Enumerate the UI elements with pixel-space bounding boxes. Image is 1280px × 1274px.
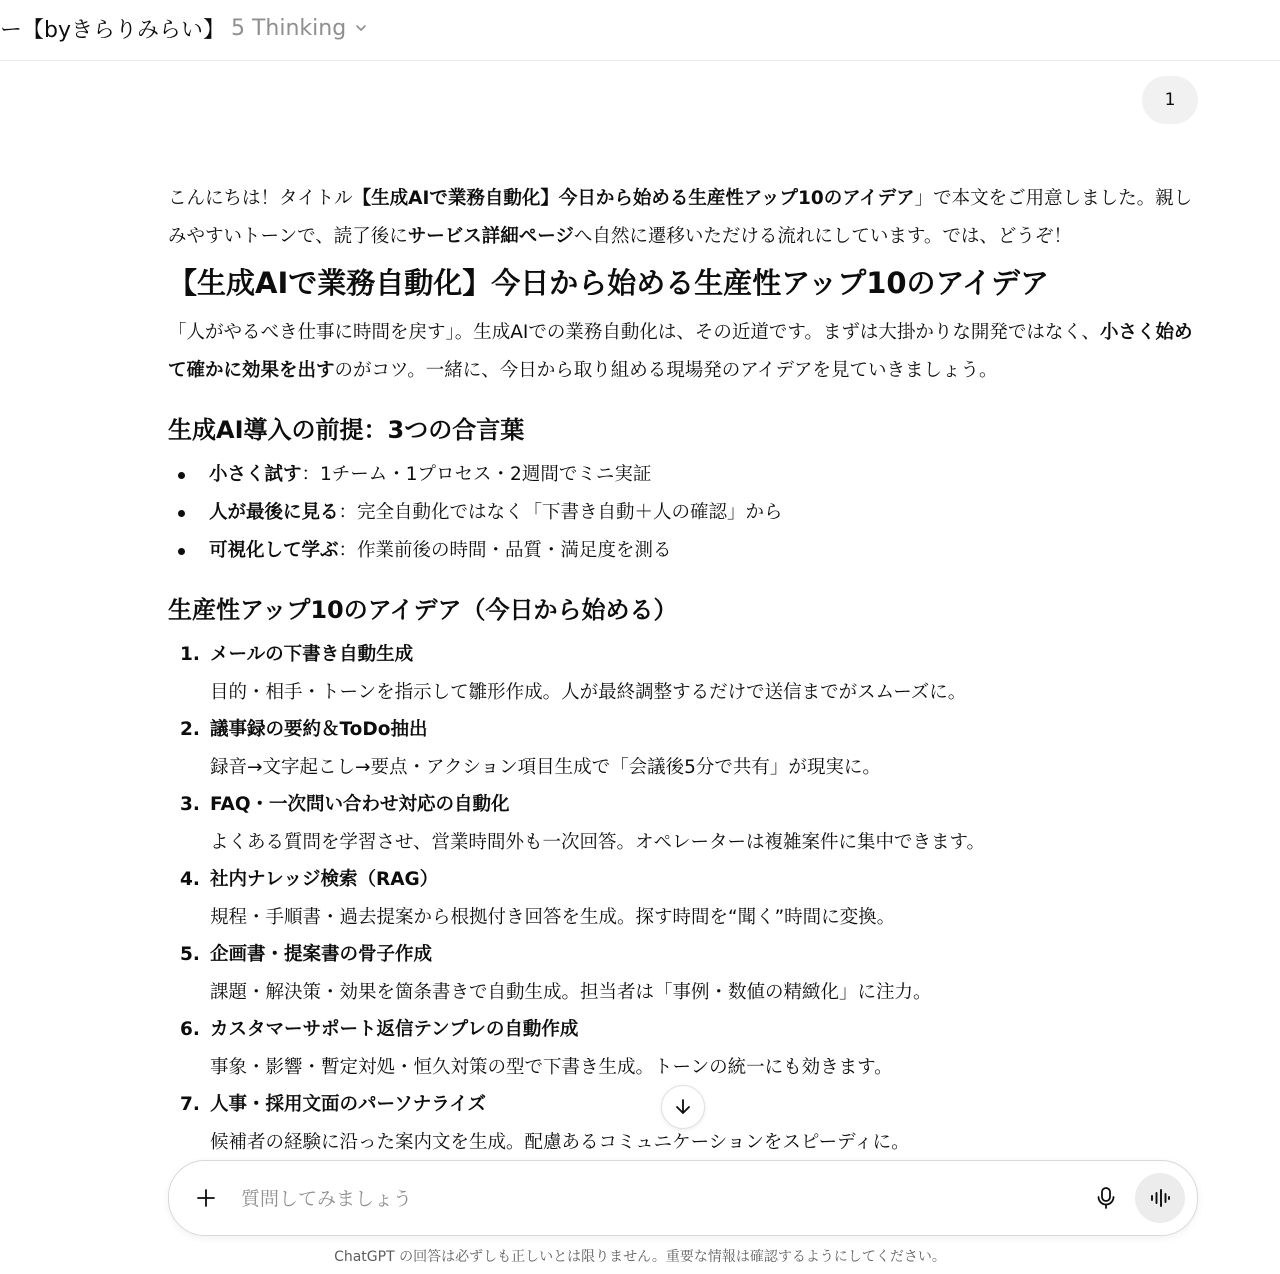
intro-paragraph <box>168 180 1198 256</box>
microphone-icon <box>1095 1186 1117 1210</box>
intro-text-1: こんにちは！タイトル <box>168 188 353 209</box>
top-bar <box>0 0 1280 61</box>
lead-text-1: 「人がやるべき仕事に時間を戻す」。生成AIでの業務自動化は、その近道です。まずは大掛かりな開発ではなく、 <box>168 322 1101 343</box>
intro-bold-2: サービス詳細ページ <box>407 226 574 247</box>
list-item <box>168 936 1198 1011</box>
prompt-input[interactable] <box>239 1181 1063 1217</box>
assistant-message <box>168 180 1198 1161</box>
item-title: 社内ナレッジ検索（RAG） <box>210 869 439 890</box>
item-title: メールの下書き自動生成 <box>210 644 414 665</box>
bullet-label: 人が最後に見る <box>209 502 339 523</box>
item-number: 6. <box>180 1019 200 1040</box>
bullet-dot <box>178 510 185 517</box>
list-item <box>178 456 1198 494</box>
voice-waveform-icon <box>1148 1188 1172 1208</box>
item-description: 事象・影響・暫定対処・恒久対策の型で下書き生成。トーンの統一にも効きます。 <box>210 1057 893 1078</box>
scroll-to-bottom-button[interactable] <box>661 1085 705 1129</box>
bullet-dot <box>178 548 185 555</box>
message-composer <box>168 1160 1198 1236</box>
list-item <box>168 861 1198 936</box>
item-number: 3. <box>180 794 200 815</box>
ideas-list <box>168 636 1198 1161</box>
list-item <box>168 711 1198 786</box>
intro-text-2: 」で本文をご用意しました。親しみやすいトーンで、読了後に <box>168 188 1193 247</box>
chevron-down-icon <box>354 21 368 35</box>
voice-mode-button[interactable] <box>1135 1173 1185 1223</box>
article-title: 【生成AIで業務自動化】今日から始める生産性アップ10のアイデア <box>168 266 1049 300</box>
item-description: 録音→文字起こし→要点・アクション項目生成で「会議後5分で共有」が現実に。 <box>210 757 881 778</box>
item-title: FAQ・一次問い合わせ対応の自動化 <box>210 794 510 815</box>
item-description: 候補者の経験に沿った案内文を生成。配慮あるコミュニケーションをスピーディに。 <box>210 1132 910 1153</box>
arrow-down-icon <box>673 1097 693 1117</box>
plus-icon <box>195 1187 217 1209</box>
bullet-text: ：1チーム・1プロセス・2週間でミニ実証 <box>301 464 652 485</box>
section-heading-premises: 生成AI導入の前提：3つの合言葉 <box>168 416 525 444</box>
user-message-text: 1 <box>1164 90 1176 110</box>
model-version: 5 Thinking <box>231 15 347 41</box>
bullet-label: 小さく試す <box>209 464 302 485</box>
item-description: 課題・解決策・効果を箇条書きで自動生成。担当者は「事例・数値の精緻化」に注力。 <box>210 982 932 1003</box>
user-message-bubble <box>1142 76 1198 124</box>
item-title: カスタマーサポート返信テンプレの自動作成 <box>210 1019 579 1040</box>
section-heading-ideas: 生産性アップ10のアイデア（今日から始める） <box>168 596 678 624</box>
bullet-text: ：完全自動化ではなく「下書き自動＋人の確認」から <box>338 502 783 523</box>
list-item <box>178 494 1198 532</box>
list-item <box>168 786 1198 861</box>
item-title: 人事・採用文面のパーソナライズ <box>210 1094 487 1115</box>
add-attachment-button[interactable] <box>191 1183 221 1213</box>
item-number: 1. <box>180 644 200 665</box>
disclaimer-note: ChatGPT の回答は必ずしも正しいとは限りません。重要な情報は確認するようにしてください。 <box>334 1249 946 1265</box>
bullet-label: 可視化して学ぶ <box>209 540 339 561</box>
item-number: 4. <box>180 869 200 890</box>
item-title: 企画書・提案書の骨子作成 <box>210 944 433 965</box>
item-description: 規程・手順書・過去提案から根拠付き回答を生成。探す時間を“聞く”時間に変換。 <box>210 907 896 928</box>
list-item <box>168 636 1198 711</box>
dictate-button[interactable] <box>1089 1181 1123 1215</box>
model-selector[interactable] <box>0 13 368 44</box>
premises-list <box>168 456 1198 570</box>
item-number: 2. <box>180 719 200 740</box>
lead-text-2: のがコツ。一緒に、今日から取り組める現場発のアイデアを見ていきましょう。 <box>334 360 998 381</box>
item-number: 5. <box>180 944 200 965</box>
gpt-name: ー【byきらりみらい】 <box>0 17 225 43</box>
item-title: 議事録の要約＆ToDo抽出 <box>210 719 428 740</box>
item-description: 目的・相手・トーンを指示して雛形作成。人が最終調整するだけで送信までがスムーズに。 <box>210 682 967 703</box>
intro-bold-1: 【生成AIで業務自動化】今日から始める生産性アップ10のアイデア <box>352 188 915 209</box>
bullet-dot <box>178 472 185 479</box>
item-description: よくある質問を学習させ、営業時間外も一次回答。オペレーターは複雑案件に集中できます。 <box>210 832 985 853</box>
intro-text-3: へ自然に遷移いただける流れにしています。では、どうぞ！ <box>573 226 1072 247</box>
lead-paragraph <box>168 314 1198 390</box>
list-item <box>178 532 1198 570</box>
item-number: 7. <box>180 1094 200 1115</box>
list-item <box>168 1011 1198 1086</box>
bullet-text: ：作業前後の時間・品質・満足度を測る <box>338 540 672 561</box>
lead-bold-1: 小さく始めて確かに効果を出す <box>168 322 1193 381</box>
